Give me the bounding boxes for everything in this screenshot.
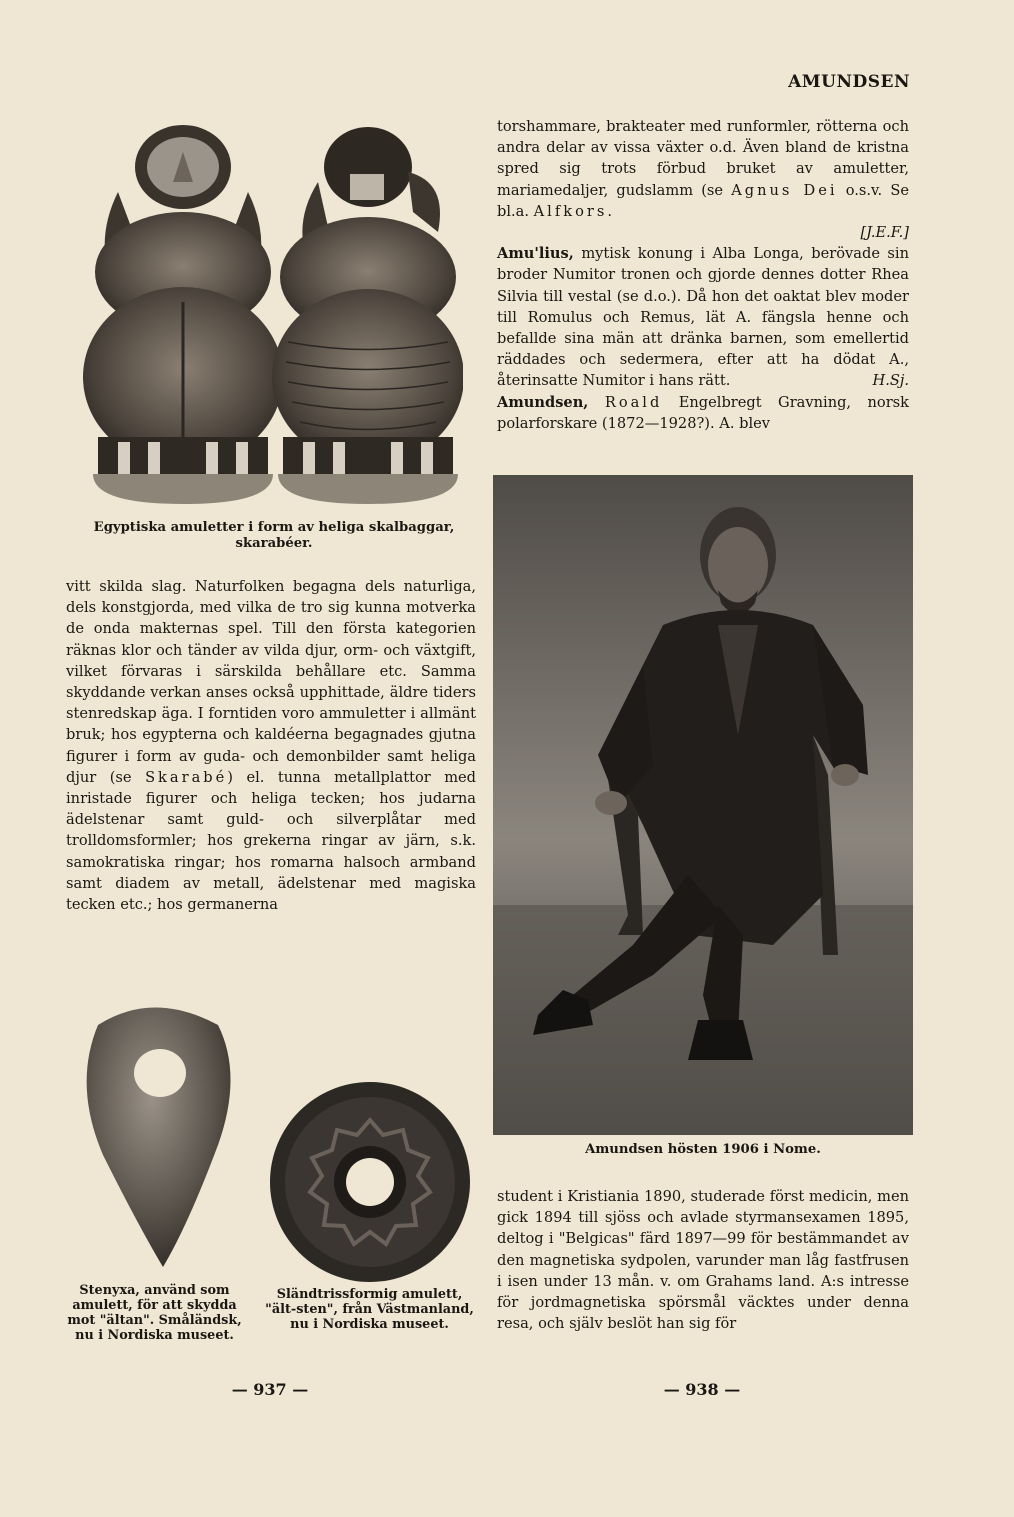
signature-hsj: H.Sj. xyxy=(872,372,909,390)
left-text-after: ) el. tunna metallplattor med inristade figurer och heliga tecken; hos judarna ädelstenar samt guld- och silverplåtar med trolldomsformler; hos grekerna ringar av järn, s.k. samokratiska ringar; hos romarna halsoch armband samt diadem av metall, ädelstenar med magiska tecken etc.; hos germanerna xyxy=(66,768,477,914)
right-column-bottom xyxy=(497,1186,909,1334)
ref-agnus-dei: Agnus Dei xyxy=(731,181,838,199)
amundsen-entry xyxy=(497,392,909,434)
right-column-top xyxy=(497,116,909,434)
continuation-paragraph xyxy=(497,116,909,222)
signature-jef: [J.E.F.] xyxy=(860,224,909,242)
amundsen-continuation: student i Kristiania 1890, studerade först medicin, men gick 1894 till sjöss och avlade styrmansexamen 1895, deltog i "Belgicas" färd 1897—99 för bestämmandet av den magnetiska sydpolen, varunder man låg fastfrusen i isen under 13 mån. v. om Grahams land. A:s intresse för jordmagnetiska spörsmål väcktes under denna resa, och själv beslöt han sig för xyxy=(497,1188,909,1333)
stone-axe-caption: Stenyxa, använd som amulett, för att skydda mot "ältan". Småländsk, nu i Nordiska museet. xyxy=(67,1283,242,1343)
left-text-before: vitt skilda slag. Naturfolken begagna dels naturliga, dels konstgjorda, med vilka de tro sig kunna motverka de onda makternas spel. Till den första kategorien räknas klor och tänder av vilda djur, orm- och växtgift, vilket förvaras i särskilda behållare etc. Samma skyddande verkan anses också upphittade, äldre tiders stenredskap äga. I forntiden voro ammuletter i allmänt bruk; hos egypterna och kaldéerna begagnades gjutna figurer i form av guda- och demonbilder samt heliga djur (se xyxy=(66,578,476,786)
stone-axe-figure xyxy=(68,995,243,1275)
ref-skarabe: Skarabé xyxy=(145,768,228,786)
scarab-caption: Egyptiska amuletter i form av heliga skalbaggar, skarabéer. xyxy=(93,520,455,551)
amulius-text: mytisk konung i Alba Longa, berövade sin broder Numitor tronen och gjorde dennes dotter Rhea Silvia till vestal (se d.o.). Då hon det oaktat blev moder till Romulus och Remus, lät A. fängsla henne och befallde sina män att dränka barnen, som emellertid räddades och sedermera, efter att ha dödat A., återinsatte Numitor i hans rätt. xyxy=(497,245,909,390)
ref-alfkors: Alfkors xyxy=(533,202,608,220)
continuation-text: torshammare, brakteater med runformler, rötterna och andra delar av vissa växter o.d. Även bland de kristna spred sig trots förbud bruket av amuletter, mariamedaljer, gudslamm (se xyxy=(497,118,909,199)
scarab-image xyxy=(78,112,463,512)
amundsen-photo xyxy=(493,475,913,1135)
running-head: AMUNDSEN xyxy=(788,72,910,92)
amundsen-text: Engelbregt Gravning, norsk polarforskare (1872—1928?). A. blev xyxy=(497,393,909,432)
page-number-right: — 938 — xyxy=(663,1380,741,1399)
left-column-text xyxy=(66,576,476,915)
amundsen-head: Amundsen, xyxy=(497,393,589,411)
page-number-left: — 937 — xyxy=(231,1380,309,1399)
spindle-whorl-caption: Sländtrissformig amulett, "ält-sten", från Västmanland, nu i Nordiska museet. xyxy=(265,1287,474,1332)
ref-separator: o.s.v. Se bl.a. xyxy=(497,181,910,220)
stone-axe-image xyxy=(68,995,243,1275)
spindle-whorl-image xyxy=(268,1080,472,1284)
amulius-entry xyxy=(497,243,909,391)
ref-end: . xyxy=(607,202,612,220)
scarab-figure xyxy=(78,112,463,512)
scarab-right xyxy=(272,127,463,504)
amundsen-photo-image xyxy=(493,475,913,1135)
left-paragraph xyxy=(66,576,476,915)
amundsen-spaced-name: Roald xyxy=(604,393,663,411)
scarab-left xyxy=(83,125,283,504)
spindle-whorl-figure xyxy=(268,1080,472,1284)
amulius-head: Amu'lius, xyxy=(497,245,574,263)
photo-caption: Amundsen hösten 1906 i Nome. xyxy=(585,1142,821,1157)
